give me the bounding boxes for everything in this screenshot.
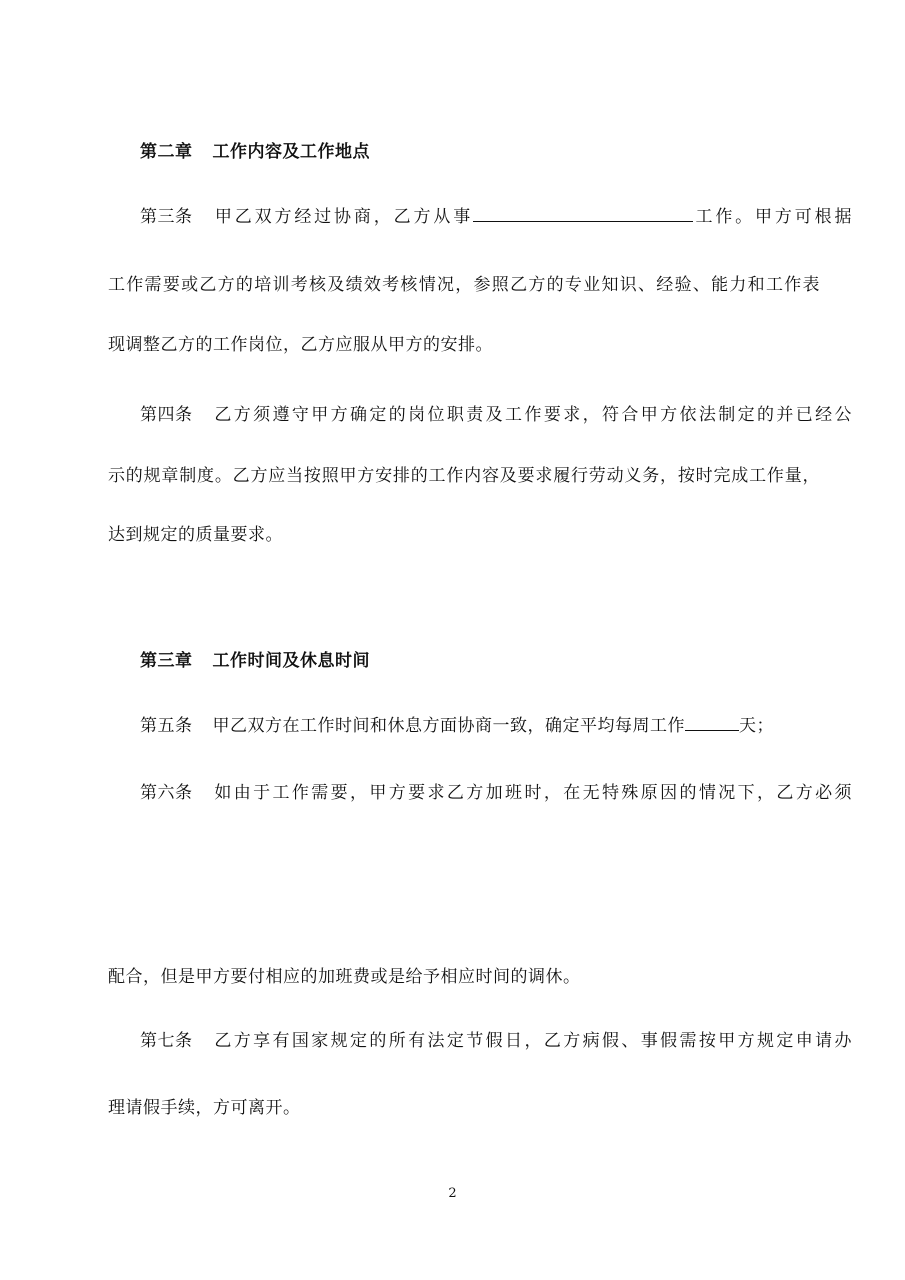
page-number: 2 bbox=[448, 1186, 457, 1201]
chapter-2-heading bbox=[108, 141, 852, 163]
days-per-week-blank bbox=[685, 712, 739, 731]
article-5-text-pre: 甲乙双方在工作时间和休息方面协商一致，确定平均每周工作 bbox=[212, 716, 685, 736]
article-4-text: 乙方须遵守甲方确定的岗位职责及工作要求，符合甲方依法制定的并已经公 bbox=[212, 405, 852, 425]
article-6-line-2: 配合，但是甲方要付相应的加班费或是给予相应时间的调休。 bbox=[108, 967, 581, 987]
article-5-line-1 bbox=[108, 712, 852, 737]
article-3-line-3: 现调整乙方的工作岗位，乙方应服从甲方的安排。 bbox=[108, 335, 493, 355]
article-7-text: 乙方享有国家规定的所有法定节假日，乙方病假、事假需按甲方规定申请办 bbox=[212, 1031, 852, 1051]
chapter-3-heading bbox=[108, 650, 852, 672]
article-7-line-1 bbox=[108, 1030, 852, 1052]
article-6-line-1 bbox=[108, 782, 852, 804]
article-4-line-2: 示的规章制度。乙方应当按照甲方安排的工作内容及要求履行劳动义务，按时完成工作量， bbox=[108, 466, 820, 486]
job-title-blank bbox=[473, 203, 693, 222]
chapter-3-number: 第三章 bbox=[140, 651, 193, 671]
article-5-text-post: 天； bbox=[739, 716, 774, 736]
article-6-number: 第六条 bbox=[140, 783, 193, 803]
article-6-text: 如由于工作需要，甲方要求乙方加班时，在无特殊原因的情况下，乙方必须 bbox=[212, 783, 852, 803]
article-7-number: 第七条 bbox=[140, 1031, 193, 1051]
article-3-number: 第三条 bbox=[140, 207, 193, 227]
article-7-line-2: 理请假手续，方可离开。 bbox=[108, 1098, 301, 1118]
article-4-line-3: 达到规定的质量要求。 bbox=[108, 525, 283, 545]
article-4-line-1 bbox=[108, 404, 852, 426]
chapter-2-title: 工作内容及工作地点 bbox=[212, 142, 370, 162]
article-3-text-post: 工作。甲方可根据 bbox=[693, 207, 853, 227]
chapter-2-number: 第二章 bbox=[140, 142, 193, 162]
article-3-line-1 bbox=[108, 203, 852, 228]
article-3-line-2: 工作需要或乙方的培训考核及绩效考核情况，参照乙方的专业知识、经验、能力和工作表 bbox=[108, 275, 820, 295]
article-4-number: 第四条 bbox=[140, 405, 193, 425]
article-5-number: 第五条 bbox=[140, 716, 193, 736]
article-3-text-pre: 甲乙双方经过协商，乙方从事 bbox=[212, 207, 474, 227]
chapter-3-title: 工作时间及休息时间 bbox=[212, 651, 370, 671]
